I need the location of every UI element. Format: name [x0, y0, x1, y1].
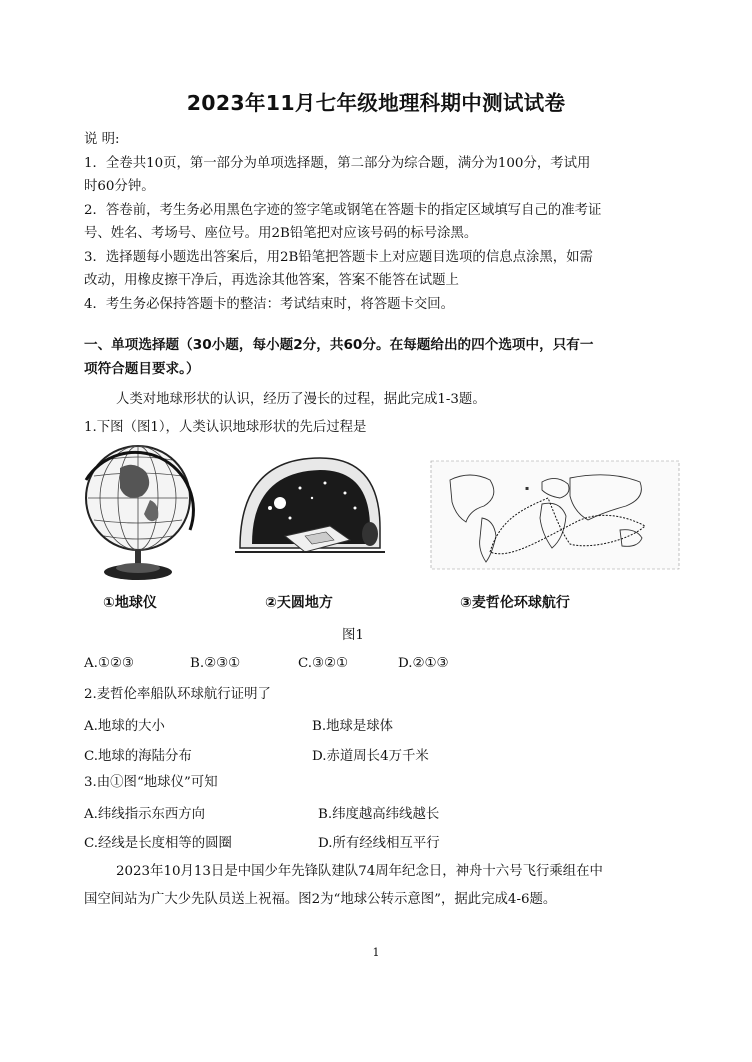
figure-caption-sky-earth: ②天圆地方 [265, 595, 333, 611]
section-heading-cont: 项符合题目要求。） [84, 361, 200, 377]
instruction-line: 1．全卷共10页，第一部分为单项选择题，第二部分为综合题，满分为100分，考试用 [84, 156, 591, 171]
page-number: 1 [372, 946, 380, 959]
q3-option-d: D.所有经线相互平行 [318, 836, 440, 851]
instruction-line: 号、姓名、考场号、座位号。用2B铅笔把对应该号码的标号涂黑。 [84, 226, 478, 241]
page-title: 2023年11月七年级地理科期中测试试卷 [186, 91, 566, 115]
instruction-line: 3．选择题每小题选出答案后，用2B铅笔把答题卡上对应题目选项的信息点涂黑，如需 [84, 250, 593, 265]
figure-caption-voyage: ③麦哲伦环球航行 [460, 595, 570, 611]
q3-option-a: A.纬线指示东西方向 [84, 807, 206, 822]
globe-illustration [80, 440, 200, 590]
q2-option-a: A.地球的大小 [84, 719, 165, 734]
question-3-stem: 3.由①图“地球仪”可知 [84, 775, 218, 790]
instruction-line: 时60分钟。 [84, 179, 155, 194]
q1-option-a: A.①②③ [84, 656, 134, 671]
svg-text:▪: ▪ [525, 485, 530, 492]
instruction-line: 改动，用橡皮擦干净后，再选涂其他答案，答案不能答在试题上 [84, 273, 459, 288]
q1-option-d: D.②①③ [398, 656, 449, 671]
question-1-stem: 1.下图（图1），人类认识地球形状的先后过程是 [84, 420, 367, 435]
intro-text-4-6-cont: 国空间站为广大少先队员送上祝福。图2为“地球公转示意图”，据此完成4-6题。 [84, 892, 557, 907]
round-sky-square-earth-illustration [230, 448, 390, 568]
q1-option-b: B.②③① [190, 656, 241, 671]
q3-option-b: B.纬度越高纬线越长 [318, 807, 440, 822]
magellan-voyage-map [430, 460, 680, 570]
q2-option-c: C.地球的海陆分布 [84, 749, 192, 764]
figure-caption-globe: ①地球仪 [103, 595, 157, 611]
question-2-stem: 2.麦哲伦率船队环球航行证明了 [84, 687, 271, 702]
section-heading: 一、单项选择题（30小题，每小题2分，共60分。在每题给出的四个选项中，只有一 [84, 337, 594, 353]
q3-option-c: C.经线是长度相等的圆圈 [84, 836, 232, 851]
q1-option-c: C.③②① [298, 656, 349, 671]
instruction-line: 2．答卷前，考生务必用黑色字迹的签字笔或钢笔在答题卡的指定区域填写自己的准考证 [84, 203, 602, 218]
figure-label: 图1 [342, 628, 364, 643]
q2-option-d: D.赤道周长4万千米 [312, 749, 429, 764]
q2-option-b: B.地球是球体 [312, 719, 394, 734]
intro-text-4-6: 2023年10月13日是中国少年先锋队建队74周年纪念日，神舟十六号飞行乘组在中 [116, 864, 603, 879]
intro-text: 人类对地球形状的认识，经历了漫长的过程，据此完成1-3题。 [116, 392, 486, 407]
instructions-label: 说 明: [84, 132, 120, 147]
figure-1 [80, 440, 680, 615]
instruction-line: 4．考生务必保持答题卡的整洁：考试结束时，将答题卡交回。 [84, 297, 455, 312]
